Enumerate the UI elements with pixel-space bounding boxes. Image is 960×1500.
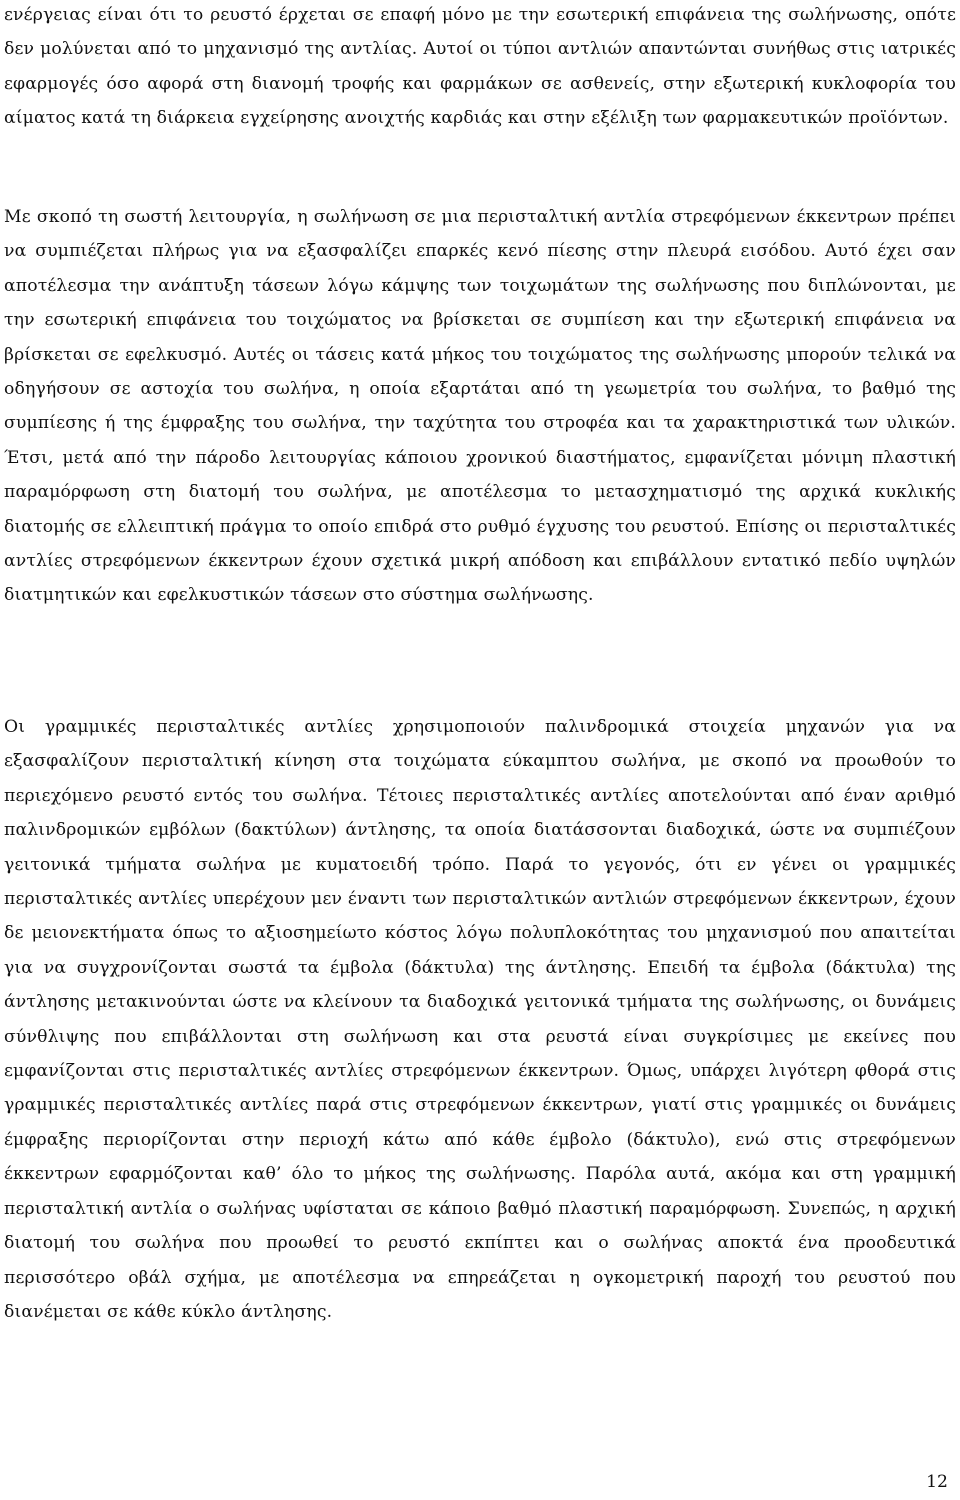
paragraph-linear-peristaltic-pumps: Οι γραμμικές περισταλτικές αντλίες χρησιμοποιούν παλινδρομικά στοιχεία μηχανών για να εξασφαλίζουν περισταλτική κίνηση στα τοιχώματα εύκαμπτου σωλήνα, με σκοπό να προωθούν το περιεχόμενο ρευστό εντός του σωλήνα. Τέτοιες περισταλτικές αντλίες αποτελούνται από έναν αριθμό παλινδρομικών εμβόλων (δακτύλων) άντλησης, τα οποία διατάσσονται διαδοχικά, ώστε να συμπιέζουν γειτονικά τμήματα σωλήνα με κυματοειδή τρόπο. Παρά το γεγονός, ότι εν γένει οι γραμμικές περισταλτικές αντλίες υπερέχουν μεν έναντι των περισταλτικών αντλιών στρεφόμενων έκκεντρων, έχουν δε μειονεκτήματα όπως το αξιοσημείωτο κόστος λόγω πολυπλοκότητας του μηχανισμού που απαιτείται για να συγχρονίζονται σωστά τα έμβολα (δάκτυλα) της άντλησης. Επειδή τα έμβολα (δάκτυλα) της άντλησης μετακινούνται ώστε να κλείνουν τα διαδοχικά γειτονικά τμήματα της σωλήνωσης, οι δυνάμεις σύνθλιψης που επιβάλλονται στη σωλήνωση και στα ρευστά είναι συγκρίσιμες με εκείνες που εμφανίζονται στις περισταλτικές αντλίες στρεφόμενων έκκεντρων. Όμως, υπάρχει λιγότερη φθορά στις γραμμικές περισταλτικές αντλίες παρά στις στρεφόμενων έκκεντρων, γιατί στις γραμμικές οι δυνάμεις έμφραξης περιορίζονται στην περιοχή κάτω από κάθε έμβολο (δάκτυλο), ενώ στις στρεφόμενων έκκεντρων εφαρμόζονται καθ’ όλο το μήκος της σωλήνωσης. Παρόλα αυτά, ακόμα και στη γραμμική περισταλτική αντλία ο σωλήνας υφίσταται σε κάποιο βαθμό πλαστική παραμόρφωση. Συνεπώς, η αρχική διατομή του σωλήνα που προωθεί το ρευστό εκπίπτει και ο σωλήνας αποκτά ένα προοδευτικά περισσότερο οβάλ σχήμα, με αποτέλεσμα να επηρεάζεται η ογκομετρική παροχή του ρευστού που διανέμεται σε κάθε κύκλο άντλησης.	[4, 717, 956, 1322]
paragraph-rotary-pump-tube-stress: Με σκοπό τη σωστή λειτουργία, η σωλήνωση σε μια περισταλτική αντλία στρεφόμενων έκκεντρων πρέπει να συμπιέζεται πλήρως για να εξασφαλίζει επαρκές κενό πίεσης στην πλευρά εισόδου. Αυτό έχει σαν αποτέλεσμα την ανάπτυξη τάσεων λόγω κάμψης των τοιχωμάτων της σωλήνωσης που διπλώνονται, με την εσωτερική επιφάνεια του τοιχώματος να βρίσκεται σε συμπίεση και την εξωτερική επιφάνεια να βρίσκεται σε εφελκυσμό. Αυτές οι τάσεις κατά μήκος του τοιχώματος της σωλήνωσης μπορούν τελικά να οδηγήσουν σε αστοχία του σωλήνα, η οποία εξαρτάται από τη γεωμετρία του σωλήνα, το βαθμό της συμπίεσης ή της έμφραξης του σωλήνα, την ταχύτητα του στροφέα και τα χαρακτηριστικά των υλικών. Έτσι, μετά από την πάροδο λειτουργίας κάποιου χρονικού διαστήματος, εμφανίζεται μόνιμη πλαστική παραμόρφωση στη διατομή του σωλήνα, με αποτέλεσμα το μετασχηματισμό της αρχικά κυκλικής διατομής σε ελλειπτική πράγμα το οποίο επιδρά στο ρυθμό έγχυσης του ρευστού. Επίσης οι περισταλτικές αντλίες στρεφόμενων έκκεντρων έχουν σχετικά μικρή απόδοση και επιβάλλουν εντατικό πεδίο υψηλών διατμητικών και εφελκυστικών τάσεων στο σύστημα σωλήνωσης.	[4, 207, 956, 606]
paragraph-pump-applications: ενέργειας είναι ότι το ρευστό έρχεται σε επαφή μόνο με την εσωτερική επιφάνεια της σωλήνωσης, οπότε δεν μολύνεται από το μηχανισμό της αντλίας. Αυτοί οι τύποι αντλιών απαντώνται συνήθως στις ιατρικές εφαρμογές όσο αφορά στη διανομή τροφής και φαρμάκων σε ασθενείς, στην εξωτερική κυκλοφορία του αίματος κατά τη διάρκεια εγχείρησης ανοιχτής καρδιάς και στην εξέλιξη των φαρμακευτικών προϊόντων.	[4, 5, 956, 129]
page-number: 12	[926, 1472, 948, 1492]
